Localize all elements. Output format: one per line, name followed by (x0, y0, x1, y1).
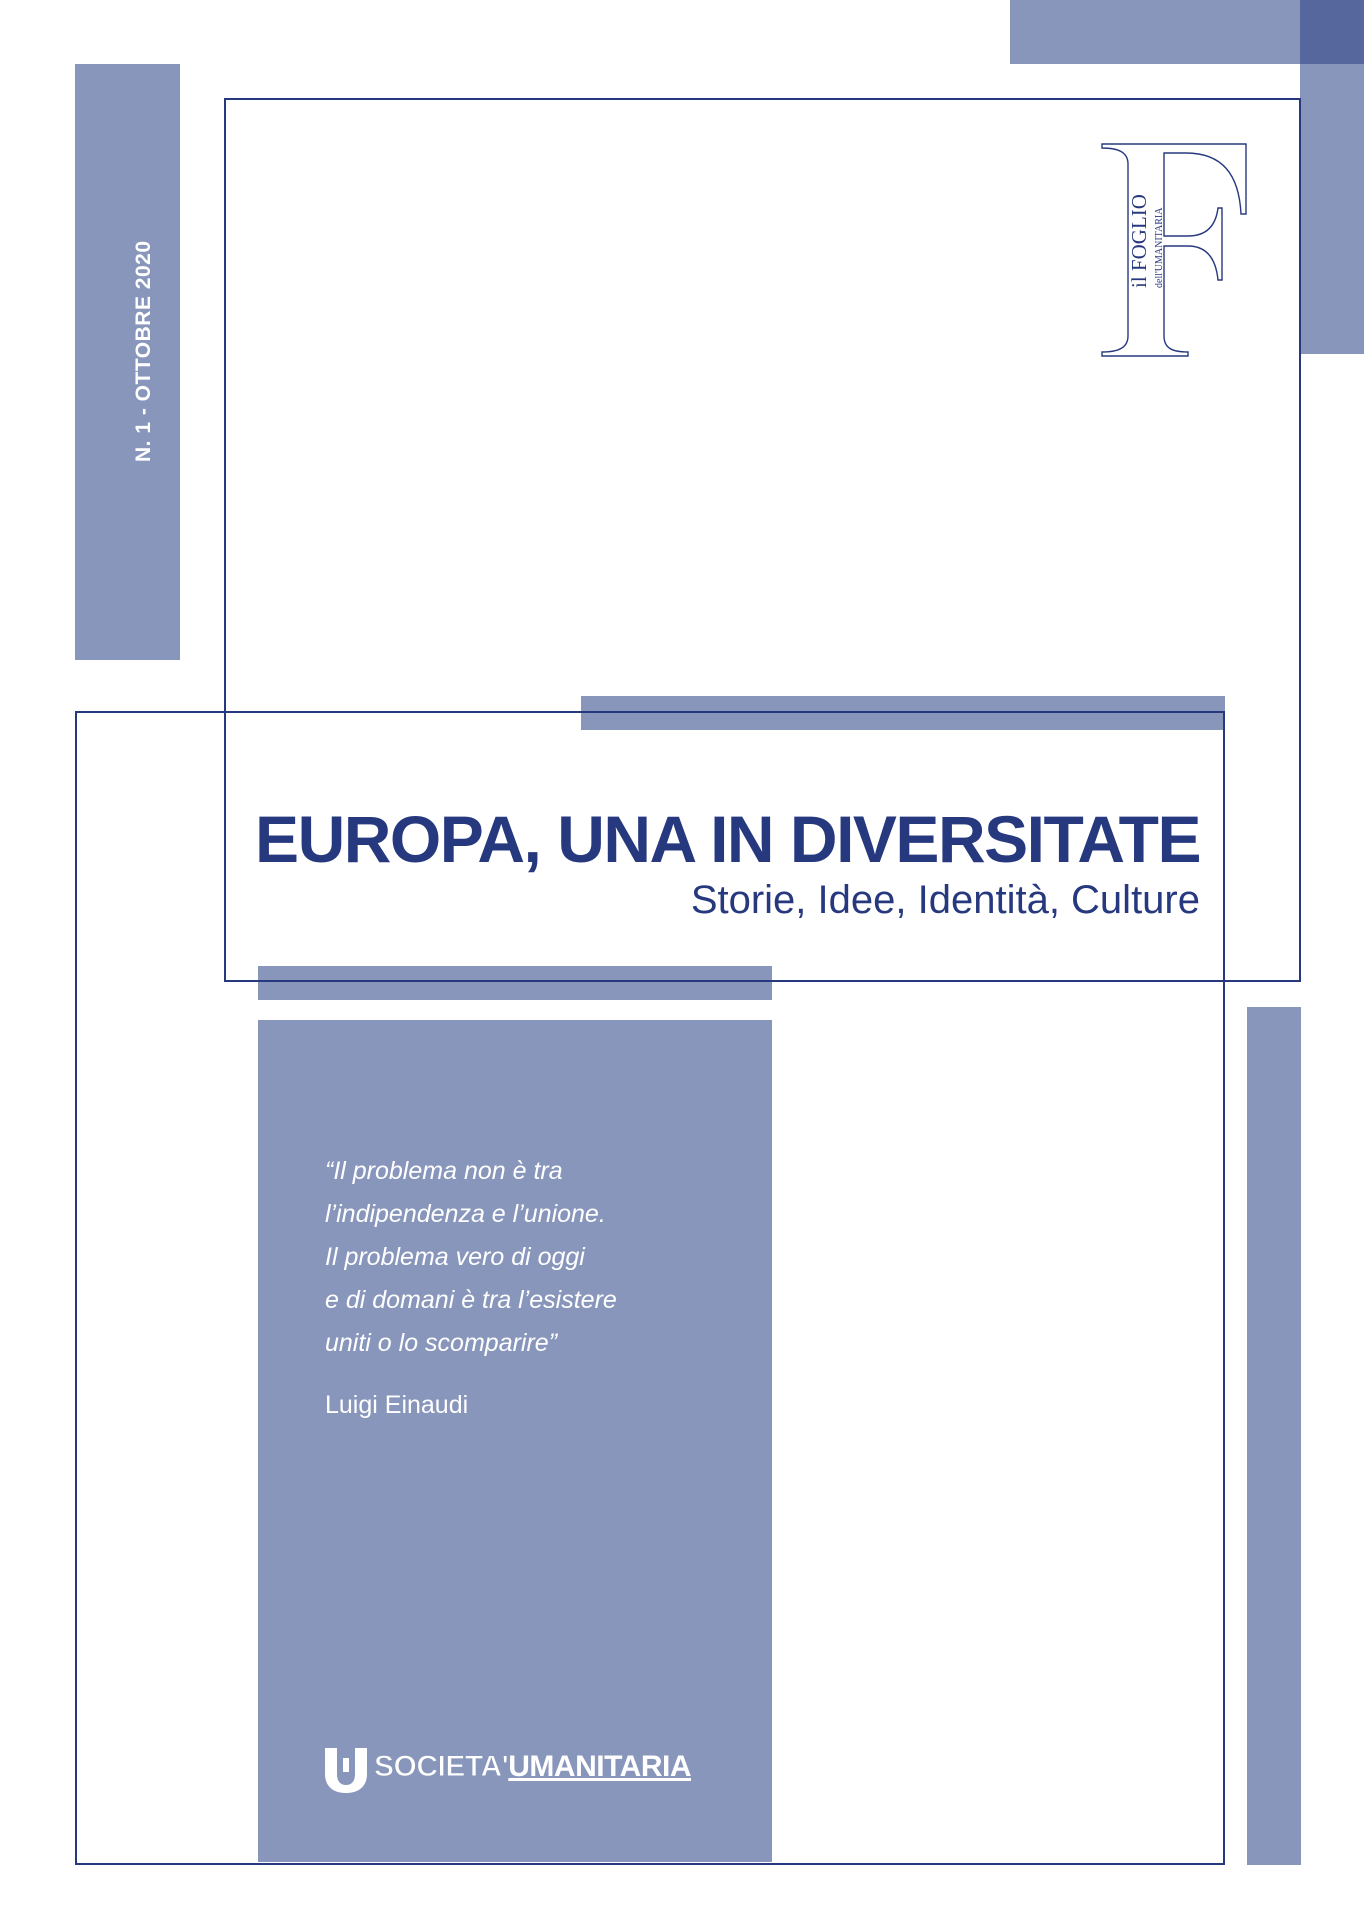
quote-line: Il problema vero di oggi (325, 1243, 585, 1271)
right-bottom-bar (1247, 1007, 1301, 1865)
issue-label: N. 1 - OTTOBRE 2020 (132, 240, 155, 462)
quote-author: Luigi Einaudi (325, 1391, 469, 1419)
quote-line: “Il problema non è tra (325, 1157, 563, 1185)
top-right-corner-block (1300, 0, 1364, 64)
publisher-name-part2: UMANITARIA (508, 1750, 692, 1783)
right-vertical-block (1300, 64, 1364, 354)
quote-line: uniti o lo scomparire” (325, 1329, 558, 1357)
umanitaria-emblem-icon (322, 1744, 370, 1794)
quote-line: l’indipendenza e l’unione. (325, 1200, 606, 1228)
logo-subtitle-text: dell'UMANITARIA (1154, 207, 1165, 288)
quote-text (325, 1150, 755, 1365)
quote-line: e di domani è tra l’esistere (325, 1286, 617, 1314)
quote-box (258, 1020, 772, 1862)
logo-title-text: il FOGLIO (1127, 194, 1151, 288)
cover-subtitle: Storie, Idee, Identità, Culture (690, 878, 1200, 922)
publisher-name (374, 1752, 691, 1782)
il-foglio-logo (1090, 140, 1260, 360)
issue-strip (75, 64, 180, 660)
cover-title: EUROPA, UNA IN DIVERSITATE (255, 802, 1200, 876)
societa-umanitaria-logo (322, 1744, 714, 1794)
publisher-name-part1: SOCIETA' (374, 1750, 509, 1783)
